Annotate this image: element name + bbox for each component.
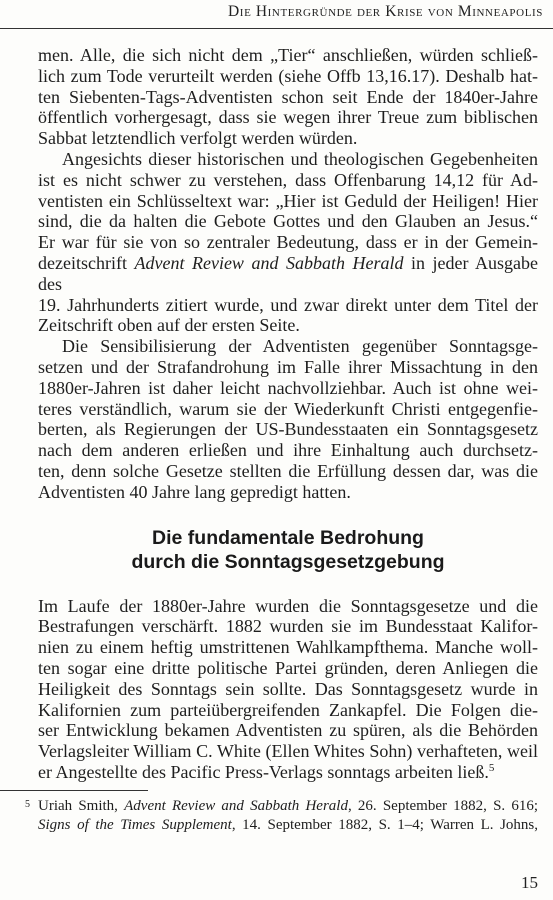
text-line: nach dem anderen erließen und ihre Einhaltung auch durchsetz- (38, 440, 538, 461)
text-line: teres verständlich, warum sie der Wiederkunft Christi entgegenfie- (38, 398, 538, 419)
paragraph-3 (38, 336, 538, 502)
text-line: berten, als Regierungen der US-Bundesstaaten ein Sonntagsgesetz (38, 419, 538, 440)
text-line: Adventisten 40 Jahre lang gepredigt hatten. (38, 481, 351, 502)
text-line: Heiligkeit des Sonntags sein sollte. Das Sonntagsgesetz wurde in (38, 678, 538, 699)
journal-title: Advent Review and Sabbath Herald (134, 252, 404, 273)
text-fragment: , 26. September 1882, S. 616; (347, 798, 539, 814)
text-line (38, 253, 538, 295)
running-header (0, 0, 553, 36)
heading-line: Die fundamentale Bedrohung (152, 526, 424, 549)
text-line: lich zum Tode verurteilt werden (siehe Offb 13,16.17). Deshalb hat- (38, 65, 538, 86)
section-heading (38, 526, 538, 574)
text-line: Im Laufe der 1880er-Jahre wurden die Sonntagsgesetze und die (38, 595, 538, 616)
text-fragment: Uriah Smith, (38, 798, 118, 814)
paragraph-4 (38, 596, 538, 783)
text-line: ten Siebenten-Tags-Adventisten schon seit Ende der 1840er-Jahre (38, 86, 538, 107)
text-fragment: , 14. September 1882, S. 1–4; Warren L. Johns, (231, 817, 539, 833)
paragraph-1 (38, 45, 538, 149)
footnote-reference[interactable]: 5 (488, 761, 495, 774)
text-fragment: er Angestellte des Pacific Press-Verlags sonntags arbeiten ließ. (38, 761, 489, 782)
text-line: ist es nicht schwer zu verstehen, dass Offenbarung 14,12 für Ad- (38, 169, 538, 190)
heading-line: durch die Sonntagsgesetzgebung (131, 550, 445, 573)
footnote-rule (0, 790, 148, 791)
journal-title: Signs of the Times Supplement (38, 817, 232, 833)
footnote-number: 5 (25, 799, 30, 810)
text-line: Zeitschrift oben auf der ersten Seite. (38, 315, 300, 336)
text-line: Sabbat letztendlich verfolgt werden würden. (38, 128, 358, 149)
text-line: Verlagsleiter William C. White (Ellen Whites Sohn) verhafteten, weil (38, 741, 538, 762)
running-title: Die Hintergründe der Krise von Minneapolis (228, 3, 543, 20)
text-line: men. Alle, die sich nicht dem „Tier“ anschließen, würden schließ- (38, 45, 538, 65)
body-text (38, 45, 538, 783)
footnote-line (38, 816, 538, 835)
text-line: 19. Jahrhunderts zitiert wurde, und zwar direkt unter dem Titel der (38, 294, 538, 315)
text-line: ventisten ein Schlüsseltext war: „Hier ist Geduld der Heiligen! Hier (38, 190, 538, 211)
text-line: Er war für sie von so zentraler Bedeutung, dass er in der Gemein- (38, 232, 538, 253)
text-line: nien zu einem heftig umstrittenen Wahlkampfthema. Manche woll- (38, 637, 538, 658)
text-line (38, 762, 538, 783)
header-rule (0, 28, 553, 29)
text-line: Bestrafungen verschärft. 1882 wurden sie im Bundesstaat Kalifor- (38, 616, 538, 637)
text-fragment: dezeitschrift (38, 252, 127, 273)
journal-title: Advent Review and Sabbath Herald (124, 798, 348, 814)
text-line: 1880er-Jahren ist daher leicht nachvollziehbar. Auch ist ohne wei- (38, 377, 538, 398)
footnote-line (38, 797, 538, 816)
text-line: sind, die da halten die Gebote Gottes und den Glauben an Jesus.“ (38, 211, 538, 232)
page-number: 15 (521, 873, 538, 892)
text-line: Die Sensibilisierung der Adventisten gegenüber Sonntagsge- (62, 336, 538, 357)
text-line: setzen und der Strafandrohung im Falle ihrer Missachtung in den (38, 356, 538, 377)
text-line: ten sogar eine dritte politische Partei gründen, deren Anliegen die (38, 657, 538, 678)
footnote (25, 797, 539, 835)
text-fragment: in jeder Ausgabe des (38, 252, 538, 294)
text-line: ser Entwicklung bekamen Adventisten zu spüren, als die Behörden (38, 720, 538, 741)
text-line: Angesichts dieser historischen und theologischen Gegebenheiten (62, 148, 538, 169)
text-line: ten, denn solche Gesetze stellten die Erfüllung dessen dar, was die (38, 460, 538, 481)
text-line: öffentlich vorhergesagt, dass sie wegen ihrer Treue zum biblischen (38, 107, 538, 128)
paragraph-2 (38, 149, 538, 336)
text-line: Kalifornien zum parteiübergreifenden Zankapfel. Die Folgen die- (38, 699, 538, 720)
